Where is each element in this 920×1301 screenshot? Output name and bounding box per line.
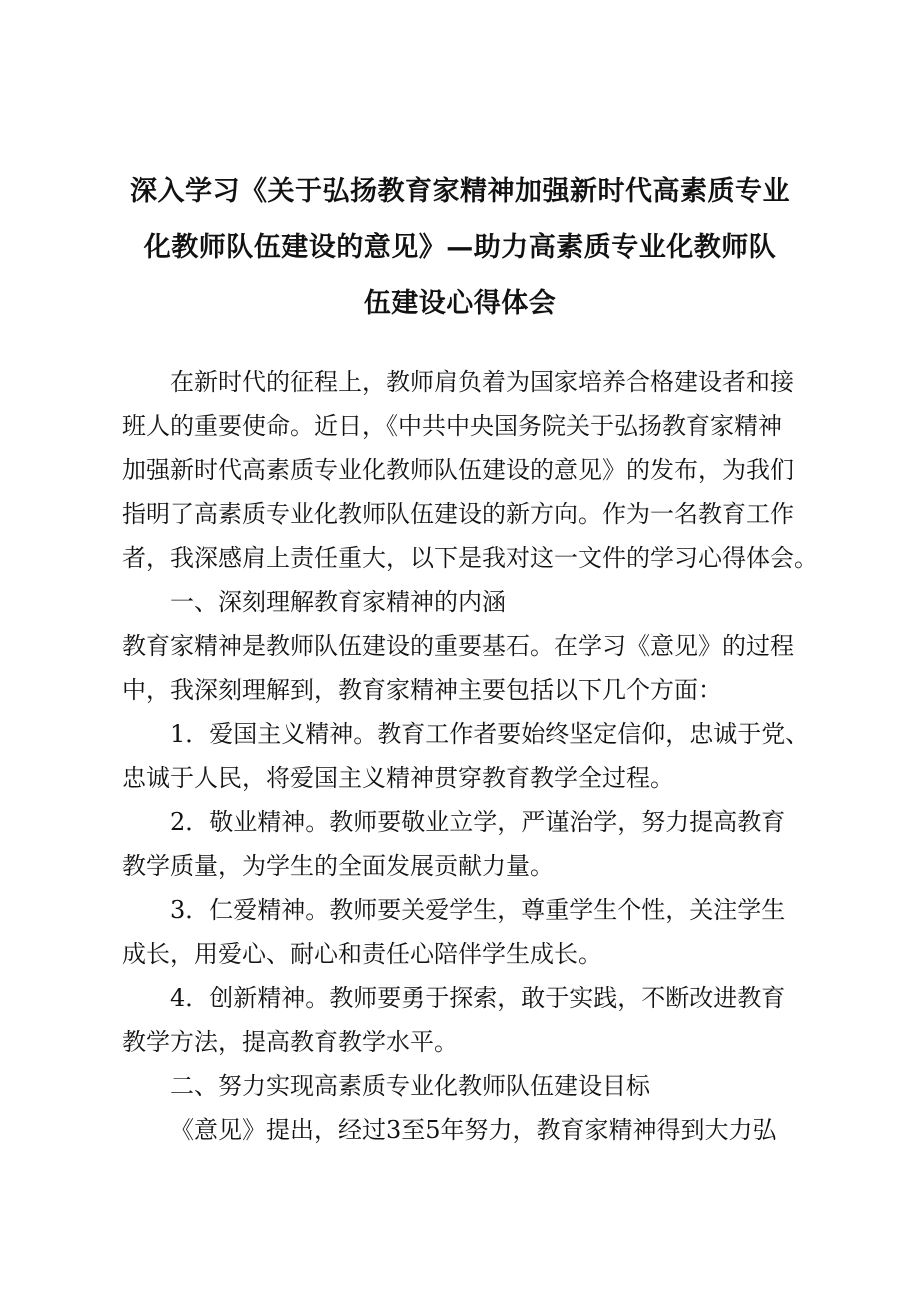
list-item-3-line-2: 成长，用爱心、耐心和责任心陪伴学生成长。 — [122, 940, 602, 968]
body-line-7: 教育家精神是教师队伍建设的重要基石。在学习《意见》的过程 — [122, 632, 794, 660]
title-line-2: 化教师队伍建设的意见》—助力高素质专业化教师队 — [143, 232, 777, 263]
body-line-18: 《意见》提出，经过3至5年努力，教育家精神得到大力弘 — [170, 1116, 777, 1144]
body-line-3: 加强新时代高素质专业化教师队伍建设的意见》的发布，为我们 — [122, 456, 794, 484]
body-line-2: 班人的重要使命。近日，《中共中央国务院关于弘扬教育家精神 — [122, 412, 782, 440]
title-line-3: 伍建设心得体会 — [363, 288, 557, 319]
document-body — [122, 360, 818, 1152]
section-heading-2: 二、努力实现高素质专业化教师队伍建设目标 — [170, 1072, 650, 1100]
list-item-4-line-2: 教学方法，提高教育教学水平。 — [122, 1028, 458, 1056]
list-item-4-line-1: 4．创新精神。教师要勇于探索，敢于实践，不断改进教育 — [170, 984, 786, 1012]
body-line-5: 者，我深感肩上责任重大，以下是我对这一文件的学习心得体会。 — [122, 544, 818, 572]
title-line-1: 深入学习《关于弘扬教育家精神加强新时代高素质专业 — [130, 176, 790, 207]
list-item-1-line-2: 忠诚于人民，将爱国主义精神贯穿教育教学全过程。 — [122, 764, 674, 792]
body-line-1: 在新时代的征程上，教师肩负着为国家培养合格建设者和接 — [170, 368, 794, 396]
list-item-1-line-1: 1．爱国主义精神。教育工作者要始终坚定信仰，忠诚于党、 — [170, 720, 810, 748]
body-line-4: 指明了高素质专业化教师队伍建设的新方向。作为一名教育工作 — [122, 500, 794, 528]
list-item-2-line-2: 教学质量，为学生的全面发展贡献力量。 — [122, 852, 554, 880]
list-item-3-line-1: 3．仁爱精神。教师要关爱学生，尊重学生个性，关注学生 — [170, 896, 786, 924]
list-item-2-line-1: 2．敬业精神。教师要敬业立学，严谨治学，努力提高教育 — [170, 808, 786, 836]
body-line-8: 中，我深刻理解到，教育家精神主要包括以下几个方面： — [122, 676, 722, 704]
section-heading-1: 一、深刻理解教育家精神的内涵 — [170, 588, 506, 616]
document-title — [110, 164, 810, 332]
